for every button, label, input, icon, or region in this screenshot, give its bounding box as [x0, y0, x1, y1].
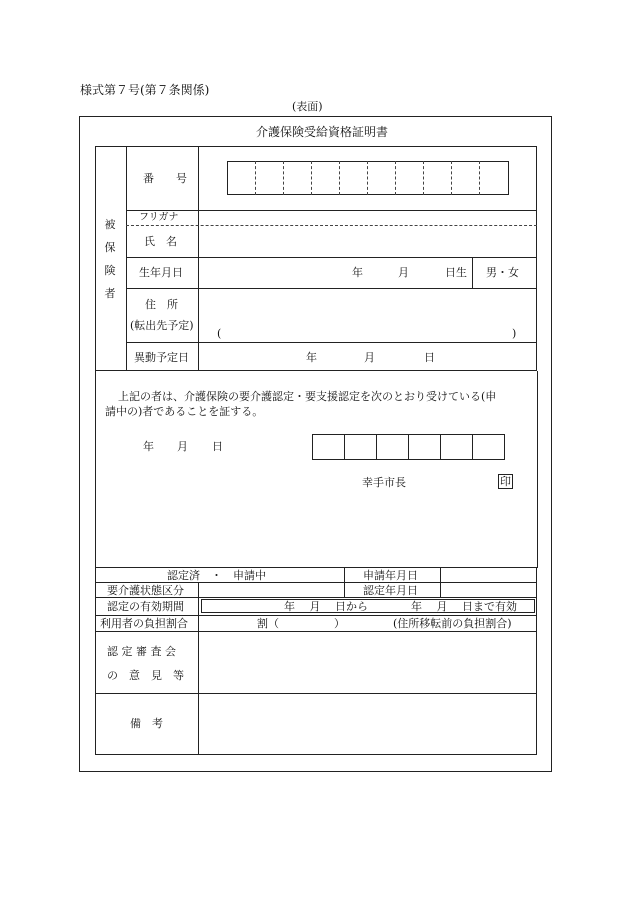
issue-day: 日 [212, 440, 223, 453]
form-title: 介護保険受給資格証明書 [256, 125, 389, 139]
divider-line [126, 257, 537, 258]
transfer-day: 日 [424, 351, 435, 364]
divider-line [95, 615, 537, 616]
issue-year: 年 [143, 440, 154, 453]
number-input-box[interactable] [227, 161, 509, 195]
divider-line [198, 146, 199, 371]
divider-line [440, 567, 441, 597]
digit-separator [408, 434, 409, 460]
divider-line [95, 371, 96, 568]
number-label: 番 号 [143, 172, 187, 185]
care-level-label: 要介護状態区分 [107, 584, 184, 597]
digit-separator [440, 434, 441, 460]
divider-line [95, 597, 537, 598]
address-label: 住 所 [145, 298, 178, 311]
digit-separator [367, 161, 368, 195]
birthdate-label: 生年月日 [139, 266, 183, 279]
mayor-title: 幸手市長 [362, 476, 406, 489]
issue-month: 月 [177, 440, 188, 453]
divider-line [344, 567, 345, 597]
gender-choice: 男・女 [486, 266, 519, 279]
digit-separator [283, 161, 284, 195]
digit-separator [376, 434, 377, 460]
divider-line [126, 146, 127, 371]
birth-month: 月 [398, 266, 409, 279]
divider-line [198, 582, 199, 755]
dashed-divider [126, 225, 537, 226]
validity-label: 認定の有効期間 [107, 600, 184, 613]
address-sub-label: (転出先予定) [130, 319, 194, 332]
seal-mark: 印 [500, 475, 511, 488]
transfer-date-label: 異動予定日 [134, 351, 189, 364]
divider-line [472, 257, 473, 288]
burden-note: (住所移転前の負担割合) [393, 617, 512, 630]
divider-line [537, 371, 538, 568]
form-id: 様式第７号(第７条関係) [80, 83, 210, 97]
insured-label-char: 保 [104, 241, 116, 254]
address-paren-open: ( [217, 327, 222, 340]
insured-label-char: 険 [104, 264, 116, 277]
divider-line [95, 582, 537, 583]
burden-value: 割（ ） [257, 617, 345, 630]
insured-label-char: 被 [104, 218, 116, 231]
digit-separator [451, 161, 452, 195]
divider-line [95, 693, 537, 694]
address-paren-close: ) [512, 327, 517, 340]
validity-to: 年 月 日まで有効 [411, 600, 517, 613]
divider-line [126, 342, 537, 343]
divider-line [126, 210, 537, 211]
digit-separator [255, 161, 256, 195]
digit-separator [311, 161, 312, 195]
burden-label: 利用者の負担割合 [100, 617, 188, 630]
divider-line [95, 631, 537, 632]
digit-separator [479, 161, 480, 195]
insured-label-char: 者 [104, 287, 116, 300]
digit-separator [472, 434, 473, 460]
side-label: (表面) [292, 100, 323, 113]
statement-line-1: 上記の者は、介護保険の要介護認定・要支援認定を次のとおり受けている(申 [118, 390, 497, 403]
furigana-label: フリガナ [139, 212, 179, 223]
digit-separator [344, 434, 345, 460]
application-date-label: 申請年月日 [363, 569, 418, 582]
digit-separator [339, 161, 340, 195]
divider-line [126, 288, 537, 289]
validity-from: 年 月 日から [284, 600, 368, 613]
cert-date-label: 認定年月日 [363, 584, 418, 597]
remarks-label: 備 考 [130, 717, 163, 730]
digit-separator [423, 161, 424, 195]
statement-line-2: 請中の)者であることを証する。 [105, 405, 264, 418]
status-choice: 認定済 ・ 申請中 [167, 569, 266, 582]
transfer-month: 月 [364, 351, 375, 364]
committee-label-2: の 意 見 等 [107, 669, 184, 682]
birth-year: 年 [352, 266, 363, 279]
name-label: 氏 名 [144, 235, 177, 248]
birth-day: 日生 [445, 266, 467, 279]
transfer-year: 年 [306, 351, 317, 364]
committee-label-1: 認 定 審 査 会 [107, 645, 176, 658]
digit-separator [395, 161, 396, 195]
